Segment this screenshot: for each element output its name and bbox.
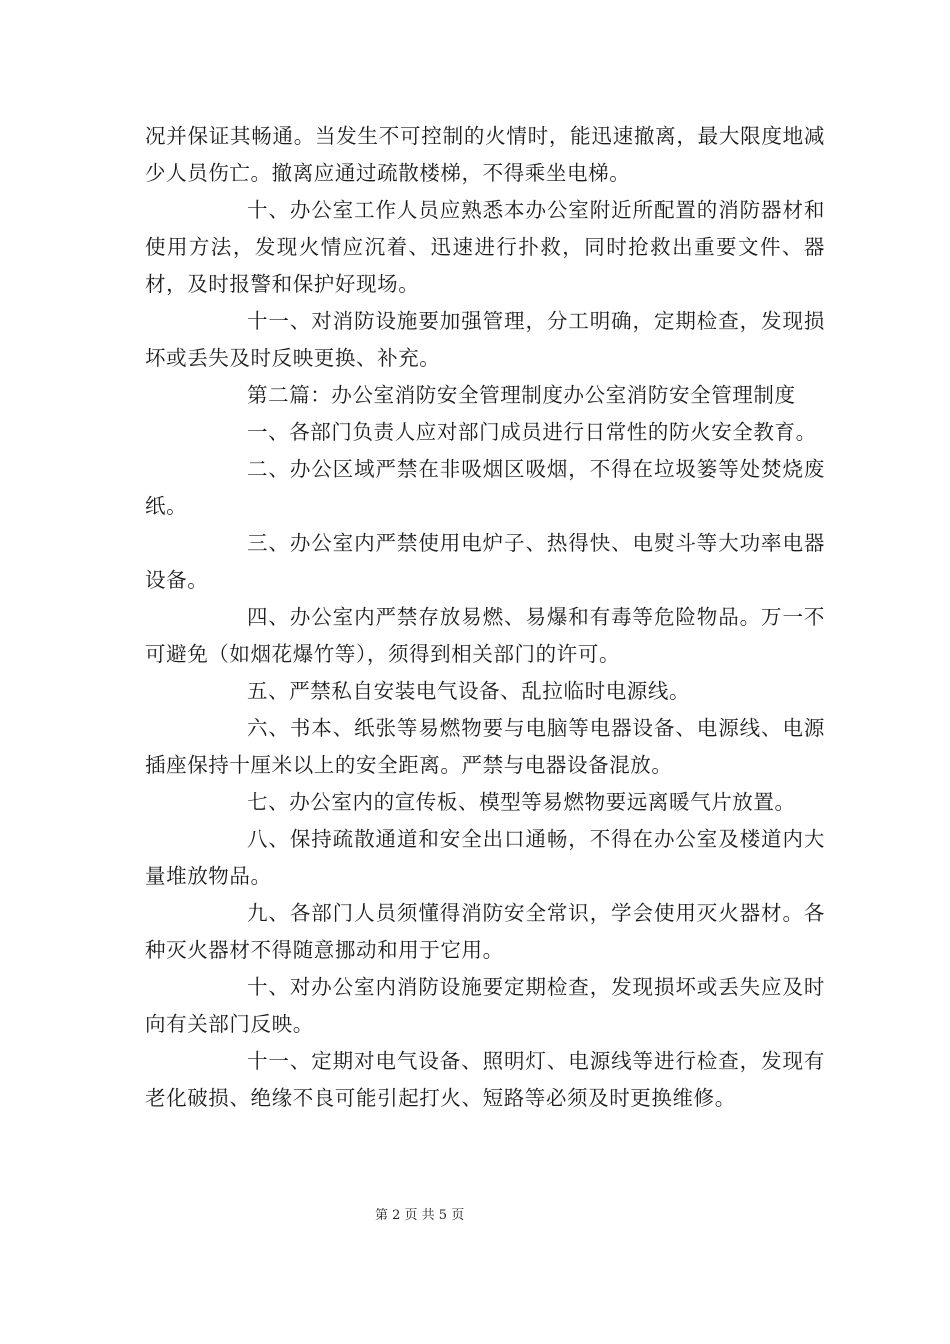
paragraph-item-5: 五、严禁私自安装电气设备、乱拉临时电源线。 [247,679,691,703]
paragraph-item-2: 二、办公区域严禁在非吸烟区吸烟，不得在垃圾篓等处焚烧废纸。 [145,457,825,518]
document-body [145,118,825,1117]
paragraph-item-4: 四、办公室内严禁存放易燃、易爆和有毒等危险物品。万一不可避免（如烟花爆竹等），须得到相关部门的许可。 [145,605,825,666]
paragraph-item-11b: 十一、定期对电气设备、照明灯、电源线等进行检查，发现有老化破损、绝缘不良可能引起打火、短路等必须及时更换维修。 [145,1049,825,1110]
paragraph-item-8: 八、保持疏散通道和安全出口通畅，不得在办公室及楼道内大量堆放物品。 [145,827,825,888]
page-number: 第 2 页 共 5 页 [375,1208,465,1223]
paragraph-item-1: 一、各部门负责人应对部门成员进行日常性的防火安全教育。 [247,420,817,444]
paragraph-item-10: 十、办公室工作人员应熟悉本办公室附近所配置的消防器材和使用方法，发现火情应沉着、迅速进行扑救，同时抢救出重要文件、器材，及时报警和保护好现场。 [145,198,825,296]
paragraph-item-3: 三、办公室内严禁使用电炉子、热得快、电熨斗等大功率电器设备。 [145,531,825,592]
paragraph-item-6: 六、书本、纸张等易燃物要与电脑等电器设备、电源线、电源插座保持十厘米以上的安全距离。严禁与电器设备混放。 [145,716,825,777]
paragraph-item-9: 九、各部门人员须懂得消防安全常识，学会使用灭火器材。各种灭火器材不得随意挪动和用于它用。 [145,901,825,962]
paragraph-continuation: 况并保证其畅通。当发生不可控制的火情时，能迅速撤离，最大限度地减少人员伤亡。撤离应通过疏散楼梯，不得乘坐电梯。 [145,124,825,185]
page-footer [0,1204,950,1223]
paragraph-item-11: 十一、对消防设施要加强管理，分工明确，定期检查，发现损坏或丢失及时反映更换、补充。 [145,309,825,370]
paragraph-item-10b: 十、对办公室内消防设施要定期检查，发现损坏或丢失应及时向有关部门反映。 [145,975,825,1036]
section-heading: 第二篇：办公室消防安全管理制度办公室消防安全管理制度 [247,383,796,407]
paragraph-item-7: 七、办公室内的宣传板、模型等易燃物要远离暖气片放置。 [247,790,796,814]
